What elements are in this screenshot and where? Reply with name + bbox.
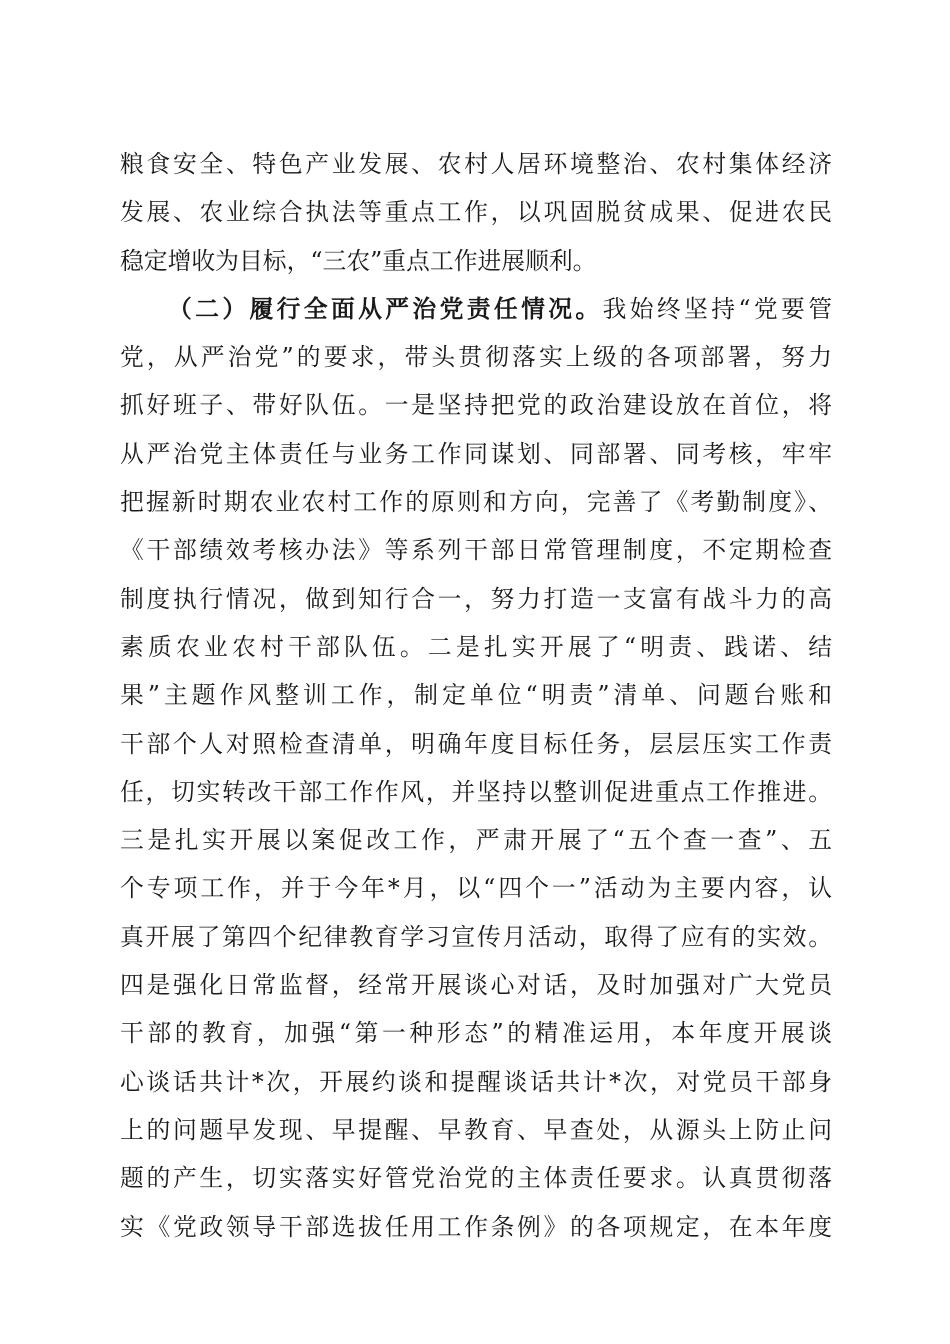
text-line: 把握新时期农业农村工作的原则和方向，完善了《考勤制度》、 — [120, 488, 832, 517]
text-line: 个专项工作，并于今年*月，以“四个一”活动为主要内容，认 — [120, 874, 832, 903]
text-line: 题的产生，切实落实好管党治党的主体责任要求。认真贯彻落 — [120, 1164, 832, 1193]
text-line: 抓好班子、带好队伍。一是坚持把党的政治建设放在首位，将 — [120, 391, 832, 420]
text-line: 实《党政领导干部选拔任用工作条例》的各项规定，在本年度 — [120, 1212, 832, 1241]
section-heading: （二）履行全面从严治党责任情况。 — [168, 294, 603, 323]
text-line: 素质农业农村干部队伍。二是扎实开展了“明责、践诺、结 — [120, 632, 832, 661]
text-line: 心谈话共计*次，开展约谈和提醒谈话共计*次，对党员干部身 — [120, 1067, 832, 1096]
document-body — [120, 140, 832, 1251]
text-line: 四是强化日常监督，经常开展谈心对话，及时加强对广大党员 — [120, 971, 832, 1000]
text-line: 真开展了第四个纪律教育学习宣传月活动，取得了应有的实效。 — [120, 922, 832, 951]
paragraph-party-responsibility — [120, 285, 832, 1251]
paragraph-rural-work-summary — [120, 140, 832, 285]
text-line: 任，切实转改干部工作作风，并坚持以整训促进重点工作推进。 — [120, 777, 832, 806]
text-line: 干部个人对照检查清单，明确年度目标任务，层层压实工作责 — [120, 729, 832, 758]
text-line: 《干部绩效考核办法》等系列干部日常管理制度，不定期检查 — [120, 536, 832, 565]
text-line: 党，从严治党”的要求，带头贯彻落实上级的各项部署，努力 — [120, 343, 832, 372]
text-line: 制度执行情况，做到知行合一，努力打造一支富有战斗力的高 — [120, 584, 832, 613]
text-line: 干部的教育，加强“第一种形态”的精准运用，本年度开展谈 — [120, 1019, 832, 1048]
text-run: 我始终坚持“党要管 — [602, 294, 833, 323]
text-line: 果”主题作风整训工作，制定单位“明责”清单、问题台账和 — [120, 681, 832, 710]
text-line: 稳定增收为目标，“三农”重点工作进展顺利。 — [120, 246, 597, 275]
text-line: 从严治党主体责任与业务工作同谋划、同部署、同考核，牢牢 — [120, 439, 832, 468]
text-line: 粮食安全、特色产业发展、农村人居环境整治、农村集体经济 — [120, 150, 832, 178]
text-line: 三是扎实开展以案促改工作，严肃开展了“五个查一查”、五 — [120, 826, 832, 855]
text-line-first — [120, 285, 832, 333]
text-line: 上的问题早发现、早提醒、早教育、早查处，从源头上防止问 — [120, 1115, 832, 1144]
text-line: 发展、农业综合执法等重点工作，以巩固脱贫成果、促进农民 — [120, 198, 832, 227]
